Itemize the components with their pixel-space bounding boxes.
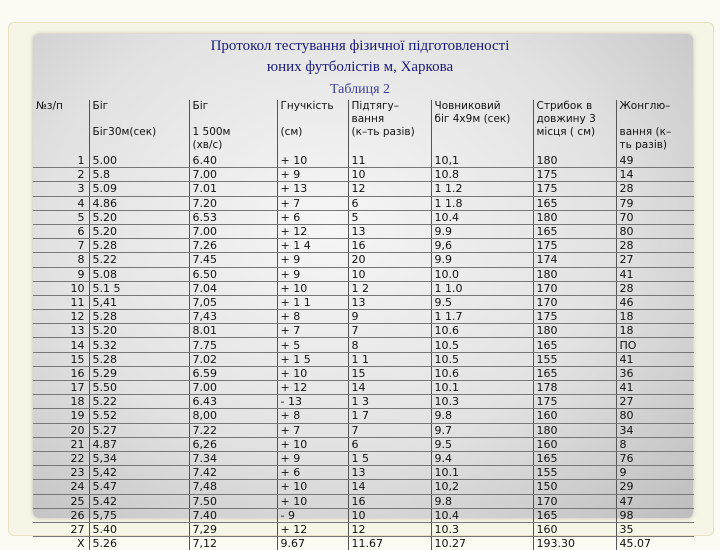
table-cell: 10.4	[431, 508, 533, 522]
table-row	[33, 224, 694, 238]
table-cell: 12	[348, 182, 431, 196]
table-cell: 7,29	[189, 522, 277, 536]
table-cell: + 9	[277, 267, 348, 281]
row-number: 10	[33, 281, 89, 295]
table-cell: 175	[533, 182, 616, 196]
table-cell: 5.47	[89, 480, 189, 494]
table-row	[33, 281, 694, 295]
table-cell: 45.07	[619, 537, 651, 550]
table-cell: 180	[533, 267, 616, 281]
table-cell: 7	[348, 324, 431, 338]
table-cell: 70	[616, 210, 694, 224]
table-cell: 13	[348, 224, 431, 238]
table-cell: 18	[616, 324, 694, 338]
table-cell: 41	[616, 267, 694, 281]
table-cell: 5.22	[89, 395, 189, 409]
table-cell: 6.40	[189, 154, 277, 168]
table-cell: 7.45	[189, 253, 277, 267]
table-cell: 13	[348, 295, 431, 309]
row-number: 27	[33, 522, 89, 536]
table-cell: 155	[533, 352, 616, 366]
table-cell: 8	[348, 338, 431, 352]
row-number: X	[33, 537, 89, 550]
table-cell: + 10	[277, 437, 348, 451]
table-cell: + 10	[277, 494, 348, 508]
table-row	[33, 239, 694, 253]
table-cell: 165	[533, 196, 616, 210]
row-number: 25	[33, 494, 89, 508]
table-cell: 10.5	[431, 338, 533, 352]
table-cell: 41	[616, 381, 694, 395]
table-cell: 9.67	[277, 537, 348, 550]
table-cell: 15	[348, 366, 431, 380]
table-cell: 5.40	[89, 522, 189, 536]
table-cell: 12	[348, 522, 431, 536]
table-row	[33, 210, 694, 224]
table-cell: 155	[533, 466, 616, 480]
table-cell: 6	[348, 196, 431, 210]
table-caption: Таблиця 2	[329, 82, 391, 97]
table-cell: 165	[533, 338, 616, 352]
column-header: Біг Біг30м(сек)	[89, 100, 189, 154]
table-cell: 7	[348, 423, 431, 437]
table-cell: + 1 4	[277, 239, 348, 253]
table-cell: 7.22	[189, 423, 277, 437]
table-cell: 1 1.2	[431, 182, 533, 196]
table-cell: + 1 1	[277, 295, 348, 309]
table-cell: 10.1	[431, 466, 533, 480]
table-cell: 5.20	[89, 324, 189, 338]
table-cell: 10	[348, 508, 431, 522]
table-cell: 170	[533, 494, 616, 508]
column-header: Підтягу– вання (к–ть разів)	[348, 100, 431, 154]
table-cell: 7.42	[189, 466, 277, 480]
table-cell: 193.30	[533, 537, 616, 550]
table-cell: 34	[616, 423, 694, 437]
row-number: 8	[33, 253, 89, 267]
table-cell: + 12	[277, 224, 348, 238]
table-cell: 20	[348, 253, 431, 267]
table-row	[33, 196, 694, 210]
table-cell: 5,34	[89, 451, 189, 465]
table-row	[33, 466, 694, 480]
table-row	[33, 508, 694, 522]
table-cell: 1 5	[348, 451, 431, 465]
row-number: 15	[33, 352, 89, 366]
table-cell: 175	[533, 168, 616, 182]
table-cell: 9.7	[431, 423, 533, 437]
table-cell: 5.22	[89, 253, 189, 267]
table-cell: 5.1 5	[89, 281, 189, 295]
table-row	[33, 338, 694, 352]
row-number: 20	[33, 423, 89, 437]
table-cell: 150	[533, 480, 616, 494]
row-number: 9	[33, 267, 89, 281]
table-row	[33, 253, 694, 267]
row-number: 11	[33, 295, 89, 309]
table-cell: 5	[348, 210, 431, 224]
table-cell: 28	[616, 182, 694, 196]
table-cell: 9	[348, 310, 431, 324]
table-cell: 28	[616, 239, 694, 253]
table-cell: 6.43	[189, 395, 277, 409]
row-number: 26	[33, 508, 89, 522]
table-cell: 6.59	[189, 366, 277, 380]
table-cell: 14	[348, 381, 431, 395]
table-row	[33, 381, 694, 395]
table-cell: + 12	[277, 381, 348, 395]
table-cell: + 9	[277, 451, 348, 465]
row-number: 22	[33, 451, 89, 465]
table-cell: 5.08	[89, 267, 189, 281]
table-cell: 5.50	[89, 381, 189, 395]
table-cell: 7.00	[189, 168, 277, 182]
table-cell: 10.5	[431, 352, 533, 366]
table-cell: 14	[348, 480, 431, 494]
row-number: 23	[33, 466, 89, 480]
table-cell: 10.0	[431, 267, 533, 281]
table-cell: - 13	[277, 395, 348, 409]
table-cell: 165	[533, 224, 616, 238]
table-cell: 5.28	[89, 352, 189, 366]
table-cell: 5.27	[89, 423, 189, 437]
table-cell: 49	[616, 154, 694, 168]
column-header: Біг 1 500м (хв/с)	[189, 100, 277, 154]
table-cell: 36	[616, 366, 694, 380]
table-cell: 27	[616, 253, 694, 267]
table-cell: + 10	[277, 154, 348, 168]
table-cell: 5.32	[89, 338, 189, 352]
table-cell: + 7	[277, 423, 348, 437]
table-cell: + 12	[277, 522, 348, 536]
table-cell: 175	[533, 395, 616, 409]
table-cell: 170	[533, 295, 616, 309]
table-row	[33, 295, 694, 309]
table-cell: 41	[616, 352, 694, 366]
table-row	[33, 324, 694, 338]
table-cell: 8,00	[189, 409, 277, 423]
table-cell: 46	[616, 295, 694, 309]
table-cell: 6.50	[189, 267, 277, 281]
table-cell: 9.8	[431, 494, 533, 508]
table-cell: 160	[533, 409, 616, 423]
column-header: Стрибок в довжину 3 місця ( см)	[533, 100, 616, 154]
table-cell: 170	[533, 281, 616, 295]
row-number: 13	[33, 324, 89, 338]
table-cell: 8.01	[189, 324, 277, 338]
table-cell: 10.27	[431, 537, 533, 550]
table-row	[33, 494, 694, 508]
table-cell: 6,26	[189, 437, 277, 451]
table-cell: 76	[616, 451, 694, 465]
table-cell: 165	[533, 508, 616, 522]
table-cell: + 6	[277, 466, 348, 480]
table-cell: 7.20	[189, 196, 277, 210]
row-number: 21	[33, 437, 89, 451]
table-cell: 180	[533, 154, 616, 168]
row-number: 19	[33, 409, 89, 423]
table-cell: 1 2	[348, 281, 431, 295]
table-cell: 79	[616, 196, 694, 210]
table-cell: 5.26	[89, 537, 189, 550]
table-cell: 180	[533, 210, 616, 224]
table-body	[33, 154, 694, 550]
table-cell: 16	[348, 494, 431, 508]
row-number: 17	[33, 381, 89, 395]
table-row	[33, 437, 694, 451]
table-cell: + 7	[277, 324, 348, 338]
table-cell: + 1 5	[277, 352, 348, 366]
table-cell: 160	[533, 522, 616, 536]
table-cell: 10.3	[431, 395, 533, 409]
table-row	[33, 451, 694, 465]
table-cell: + 10	[277, 366, 348, 380]
table-cell: + 9	[277, 168, 348, 182]
table-cell: 7.01	[189, 182, 277, 196]
table-cell: 5.28	[89, 310, 189, 324]
table-cell: 9.5	[431, 295, 533, 309]
table-row	[33, 395, 694, 409]
table-cell: 11	[348, 154, 431, 168]
row-number: 2	[33, 168, 89, 182]
row-number: 14	[33, 338, 89, 352]
table-cell: + 10	[277, 281, 348, 295]
table-cell: 175	[533, 239, 616, 253]
table-cell: 9	[616, 466, 694, 480]
row-number: 16	[33, 366, 89, 380]
row-number: 1	[33, 154, 89, 168]
row-number: 24	[33, 480, 89, 494]
table-cell: 7.00	[189, 381, 277, 395]
table-cell: 10.3	[431, 522, 533, 536]
table-cell: 7,05	[189, 295, 277, 309]
table-cell: 5.8	[89, 168, 189, 182]
table-cell: 7,48	[189, 480, 277, 494]
table-cell: 7.02	[189, 352, 277, 366]
table-cell: 9.4	[431, 451, 533, 465]
table-cell: 80	[616, 409, 694, 423]
table-cell: 9.5	[431, 437, 533, 451]
table-cell: 28	[616, 281, 694, 295]
table-cell: 7,12	[189, 537, 277, 550]
column-header: Жонглю– вання (к– ть разів)	[619, 100, 672, 151]
table-cell: 175	[533, 310, 616, 324]
table-cell: 16	[348, 239, 431, 253]
table-cell: 7.04	[189, 281, 277, 295]
table-cell: 6	[348, 437, 431, 451]
protocol-title: Протокол тестування фізичної підготовленості	[210, 38, 510, 54]
table-cell: 9.9	[431, 253, 533, 267]
table-cell: 7.26	[189, 239, 277, 253]
table-cell: + 7	[277, 196, 348, 210]
table-cell: 180	[533, 423, 616, 437]
table-cell: 7.50	[189, 494, 277, 508]
table-cell: 7.00	[189, 224, 277, 238]
table-cell: 5,42	[89, 466, 189, 480]
table-row	[33, 522, 694, 536]
row-number: 5	[33, 210, 89, 224]
table-row	[33, 366, 694, 380]
table-header	[33, 100, 694, 154]
row-number: 18	[33, 395, 89, 409]
column-header: Гнучкість (см)	[277, 100, 348, 154]
row-number: 4	[33, 196, 89, 210]
table-cell: 98	[616, 508, 694, 522]
table-cell: 10.6	[431, 366, 533, 380]
table-cell: 1 1	[348, 352, 431, 366]
table-cell: 29	[616, 480, 694, 494]
table-cell: 7,43	[189, 310, 277, 324]
table-cell: 160	[533, 437, 616, 451]
table-cell: 80	[616, 224, 694, 238]
table-cell: + 8	[277, 409, 348, 423]
table-row	[33, 182, 694, 196]
table-cell: 1 3	[348, 395, 431, 409]
table-row	[33, 423, 694, 437]
table-cell: + 5	[277, 338, 348, 352]
table-cell: 178	[533, 381, 616, 395]
table-cell: 5.42	[89, 494, 189, 508]
table-cell: 10.4	[431, 210, 533, 224]
table-cell: 9.8	[431, 409, 533, 423]
table-cell: 13	[348, 466, 431, 480]
table-cell: 180	[533, 324, 616, 338]
table-cell: 9.9	[431, 224, 533, 238]
table-cell: 5.29	[89, 366, 189, 380]
table-row	[33, 168, 694, 182]
table-cell: + 9	[277, 253, 348, 267]
table-cell: 8	[616, 437, 694, 451]
table-cell: 1 1.8	[431, 196, 533, 210]
table-cell: 5.00	[89, 154, 189, 168]
table-row	[33, 310, 694, 324]
table-cell: 18	[616, 310, 694, 324]
table-cell: 10.1	[431, 381, 533, 395]
table-cell: 5,41	[89, 295, 189, 309]
table-cell: 10,2	[431, 480, 533, 494]
table-cell: 47	[616, 494, 694, 508]
table-cell: 14	[616, 168, 694, 182]
table-cell: + 8	[277, 310, 348, 324]
table-cell: 5.28	[89, 239, 189, 253]
table-row	[33, 480, 694, 494]
table-cell: 10,1	[431, 154, 533, 168]
table-cell: 4.87	[89, 437, 189, 451]
row-number: 6	[33, 224, 89, 238]
table-cell: 5.20	[89, 210, 189, 224]
table-cell: 5.09	[89, 182, 189, 196]
table-cell: 10	[348, 267, 431, 281]
table-cell: 10.6	[431, 324, 533, 338]
average-row	[33, 537, 694, 550]
table-cell: 165	[533, 451, 616, 465]
table-cell: 165	[533, 366, 616, 380]
table-cell: 174	[533, 253, 616, 267]
table-cell: 9,6	[431, 239, 533, 253]
table-cell: 35	[616, 522, 694, 536]
row-number: 7	[33, 239, 89, 253]
table-cell: - 9	[277, 508, 348, 522]
table-cell: ПО	[616, 338, 694, 352]
table-cell: 1 1.0	[431, 281, 533, 295]
table-cell: + 10	[277, 480, 348, 494]
row-number: 12	[33, 310, 89, 324]
table-cell: + 13	[277, 182, 348, 196]
table-cell: 7.75	[189, 338, 277, 352]
table-cell: + 6	[277, 210, 348, 224]
table-cell: 1 7	[348, 409, 431, 423]
table-cell: 6.53	[189, 210, 277, 224]
table-cell: 11.67	[348, 537, 431, 550]
table-cell: 5.52	[89, 409, 189, 423]
table-row	[33, 352, 694, 366]
table-cell: 4.86	[89, 196, 189, 210]
table-row	[33, 409, 694, 423]
column-header: №з/п	[33, 100, 89, 154]
table-row	[33, 267, 694, 281]
table-row	[33, 154, 694, 168]
table-cell: 27	[616, 395, 694, 409]
table-cell: 5,75	[89, 508, 189, 522]
table-cell: 10.8	[431, 168, 533, 182]
table-cell: 5.20	[89, 224, 189, 238]
table-cell: 7.40	[189, 508, 277, 522]
protocol-subtitle: юних футболістів м, Харкова	[266, 59, 454, 75]
results-table	[33, 100, 694, 550]
table-cell: 10	[348, 168, 431, 182]
table-cell: 1 1.7	[431, 310, 533, 324]
row-number: 3	[33, 182, 89, 196]
column-header: Човниковий біг 4х9м (сек)	[431, 100, 533, 154]
table-cell: 7.34	[189, 451, 277, 465]
